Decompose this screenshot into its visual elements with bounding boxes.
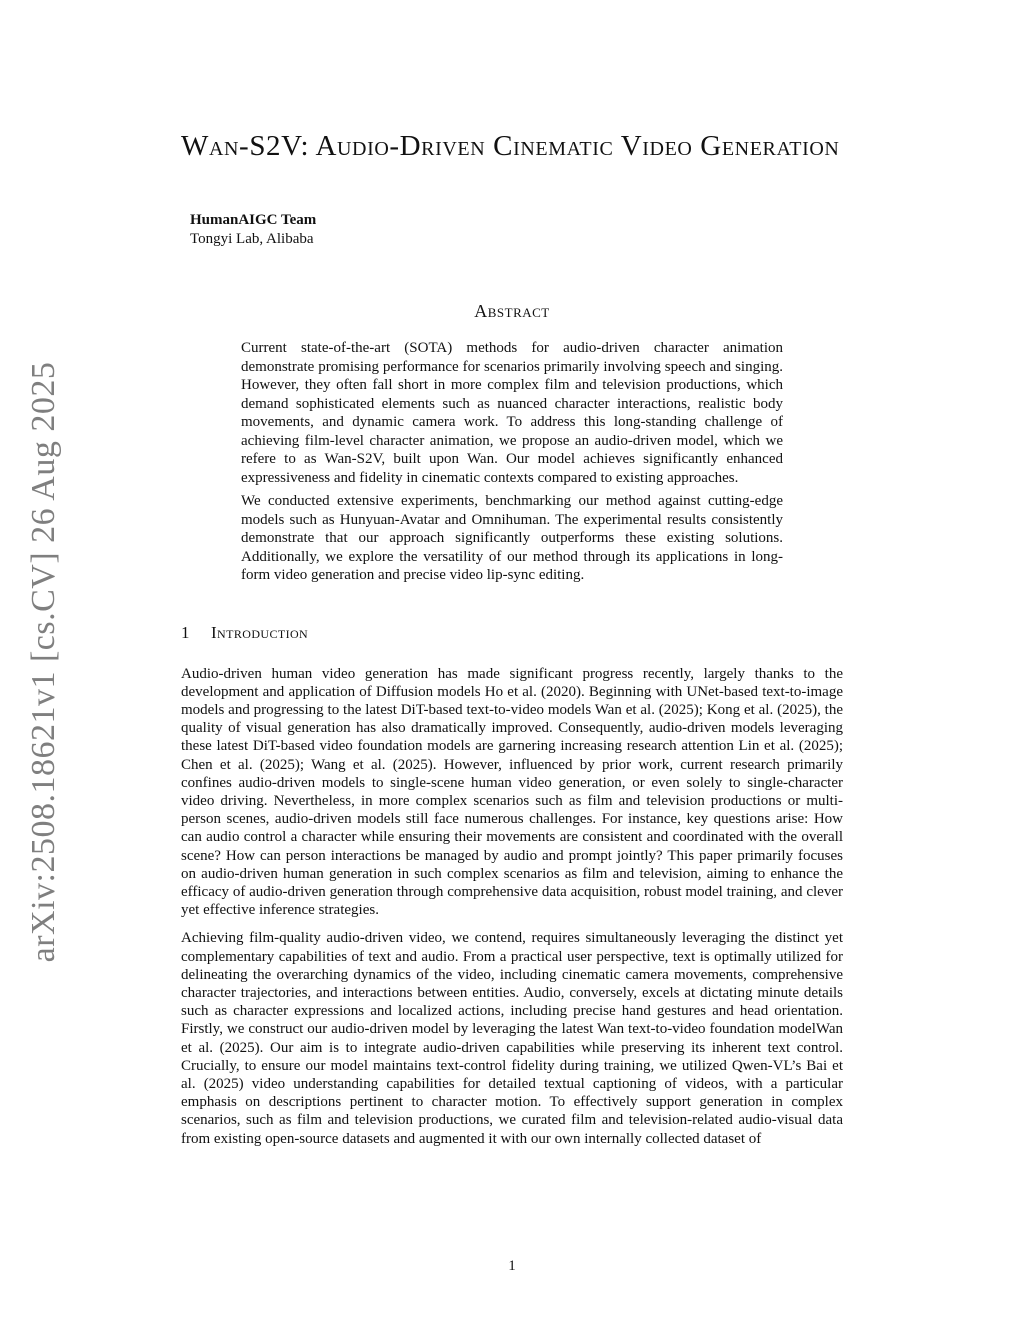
- abstract-body: [241, 339, 783, 585]
- section-number: 1: [181, 622, 190, 642]
- author-block: [190, 211, 843, 249]
- page-number: 1: [508, 1258, 516, 1274]
- author-name: HumanAIGC Team: [190, 212, 317, 228]
- body-paragraph: Achieving film-quality audio-driven video, we contend, requires simultaneously leveraging the distinct yet complementary capabilities of text and audio. From a practical user perspective, text is optimally utilized for delineating the overarching dynamics of the video, including cinematic camera movements, comprehensive character trajectories, and interactions between entities. Audio, conversely, excels at dictating minute details such as character expressions and localized actions, including precise hand gestures and head orientation. Firstly, we construct our audio-driven model by leveraging the latest Wan text-to-video foundation modelWan et al. (2025). Our aim is to integrate audio-driven capabilities while preserving its inherent text control. Crucially, to ensure our model maintains text-control fidelity during training, we utilized Qwen-VL’s Bai et al. (2025) video understanding capabilities for detailed textual captioning of videos, with a particular emphasis on descriptions pertinent to character motion. To effectively support generation in complex scenarios, such as film and television productions, we curated film and television-related audio-visual data from existing open-source datasets and augmented it with our own internally collected dataset of: [181, 930, 843, 1147]
- paper-page: [181, 128, 843, 1158]
- section-body: [181, 665, 843, 1148]
- section-heading: [181, 623, 843, 643]
- section-title: Introduction: [211, 622, 309, 642]
- author-affiliation: Tongyi Lab, Alibaba: [190, 231, 314, 247]
- body-paragraph: Audio-driven human video generation has made significant progress recently, largely thanks to the development and application of Diffusion models Ho et al. (2020). Beginning with UNet-based text-to-image models and progressing to the latest DiT-based text-to-video models Wan et al. (2025); Kong et al. (2025), the quality of visual generation has also dramatically improved. Consequently, audio-driven models leveraging these latest DiT-based video foundation models are garnering increasing research attention Lin et al. (2025); Chen et al. (2025); Wang et al. (2025). However, influenced by prior work, current research primarily confines audio-driven models to single-scene human video generation, or even solely to single-character video driving. Nevertheless, in more complex scenarios such as film and television productions or multi-person scenes, audio-driven models still face numerous challenges. For instance, key questions arise: How can audio control a character while ensuring their movements are consistent and coordinated with the overall scene? How can person interactions be managed by audio and prompt jointly? This paper primarily focuses on audio-driven human generation in such complex scenarios as film and television, aiming to enhance the efficacy of audio-driven generation through comprehensive data acquisition, robust model training, and clever yet effective inference strategies.: [181, 665, 843, 919]
- abstract-paragraph: Current state-of-the-art (SOTA) methods for audio-driven character animation demonstrate promising performance for scenarios primarily involving speech and singing. However, they often fall short in more complex film and television productions, which demand sophisticated elements such as nuanced character interactions, realistic body movements, and dynamic camera work. To address this long-standing challenge of achieving film-level character animation, we propose an audio-driven model, which we refere to as Wan-S2V, built upon Wan. Our model achieves significantly enhanced expressiveness and fidelity in cinematic contexts compared to existing approaches.: [241, 340, 783, 486]
- paper-title: Wan-S2V: Audio-Driven Cinematic Video Generation: [181, 130, 840, 162]
- arxiv-identifier: arXiv:2508.18621v1 [cs.CV] 26 Aug 2025: [25, 361, 62, 963]
- abstract-paragraph: We conducted extensive experiments, benchmarking our method against cutting-edge models such as Hunyuan-Avatar and Omnihuman. The experimental results consistently demonstrate that our approach significantly outperforms these existing solutions. Additionally, we explore the versatility of our method through its applications in long-form video generation and precise video lip-sync editing.: [241, 493, 783, 583]
- abstract-heading: Abstract: [474, 301, 550, 321]
